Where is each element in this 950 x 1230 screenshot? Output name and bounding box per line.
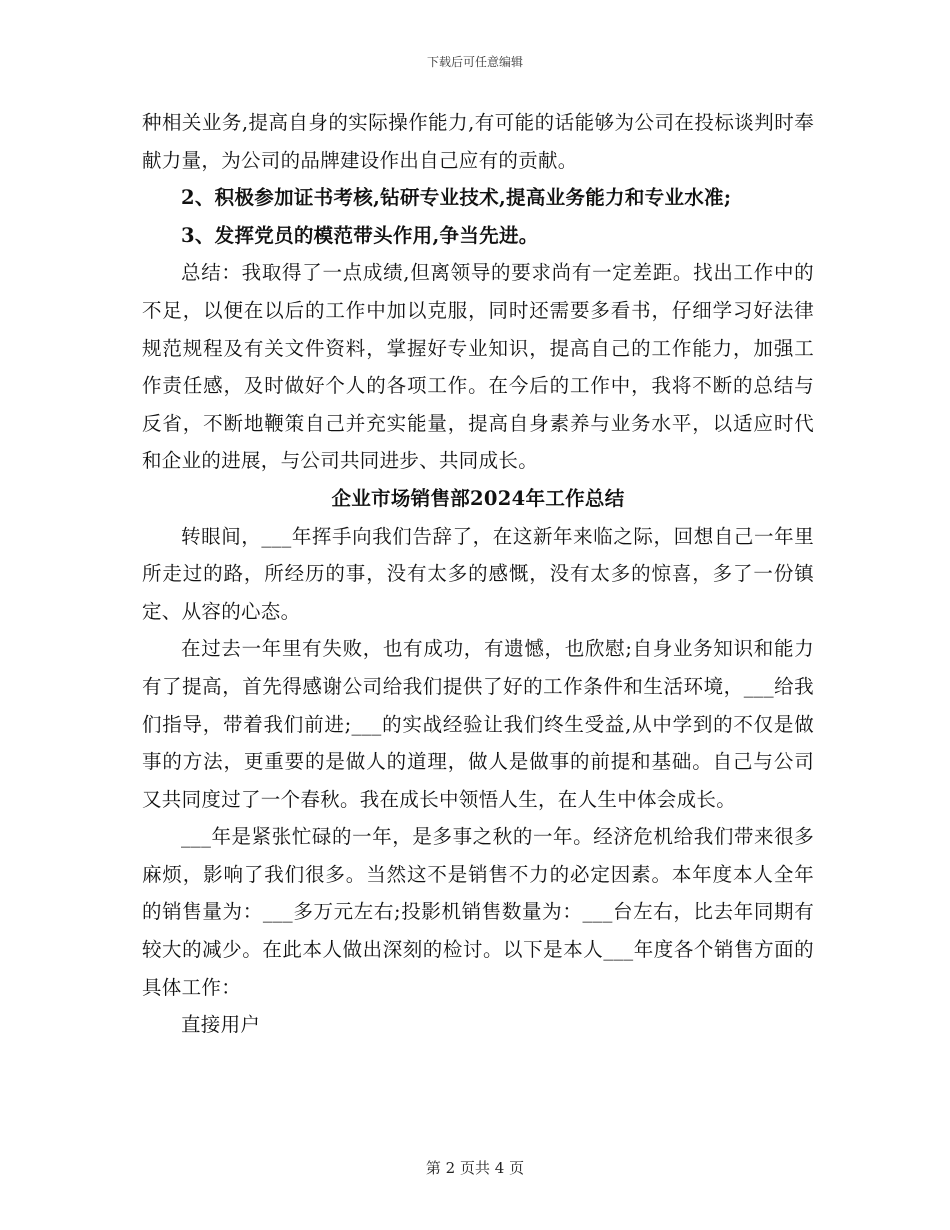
- sales-year-paragraph: ___年是紧张忙碌的一年，是多事之秋的一年。经济危机给我们带来很多麻烦，影响了我们很多。当然这不是销售不力的必定因素。本年度本人全年的销售量为：___多万元左右;投影机销售数量为：___台左右，比去年同期有较大的减少。在此本人做出深刻的检讨。以下是本人___年度各个销售方面的具体工作：: [142, 825, 814, 999]
- list-item-2: 2、积极参加证书考核,钻研专业技术,提高业务能力和专业水准;: [181, 186, 732, 210]
- page-header-note: 下载后可任意编辑: [426, 55, 523, 69]
- list-item-3: 3、发挥党员的模范带头作用,争当先进。: [181, 223, 539, 247]
- section-title: 企业市场销售部2024年工作总结: [331, 486, 625, 510]
- past-year-paragraph: 在过去一年里有失败，也有成功，有遗憾，也欣慰;自身业务知识和能力有了提高，首先得感谢公司给我们提供了好的工作条件和生活环境，___给我们指导，带着我们前进;___的实战经验让我们终生受益,从中学到的不仅是做事的方法，更重要的是做人的道理，做人是做事的前提和基础。自己与公司又共同度过了一个春秋。我在成长中领悟人生，在人生中体会成长。: [142, 637, 814, 811]
- direct-users-heading: 直接用户: [181, 1013, 261, 1037]
- summary-paragraph: 总结：我取得了一点成绩,但离领导的要求尚有一定差距。找出工作中的不足，以便在以后的工作中加以克服，同时还需要多看书，仔细学习好法律规范规程及有关文件资料，掌握好专业知识，提高自己的工作能力，加强工作责任感，及时做好个人的各项工作。在今后的工作中，我将不断的总结与反省，不断地鞭策自己并充实能量，提高自身素养与业务水平，以适应时代和企业的进展，与公司共同进步、共同成长。: [142, 261, 814, 473]
- intro-paragraph: 转眼间，___年挥手向我们告辞了，在这新年来临之际，回想自己一年里所走过的路，所经历的事，没有太多的感慨，没有太多的惊喜，多了一份镇定、从容的心态。: [142, 524, 814, 623]
- document-body: [142, 104, 814, 1044]
- page-number: 第 2 页共 4 页: [425, 1159, 525, 1177]
- paragraph-continuation: 种相关业务,提高自身的实际操作能力,有可能的话能够为公司在投标谈判时奉献力量，为公司的品牌建设作出自己应有的贡献。: [142, 111, 814, 172]
